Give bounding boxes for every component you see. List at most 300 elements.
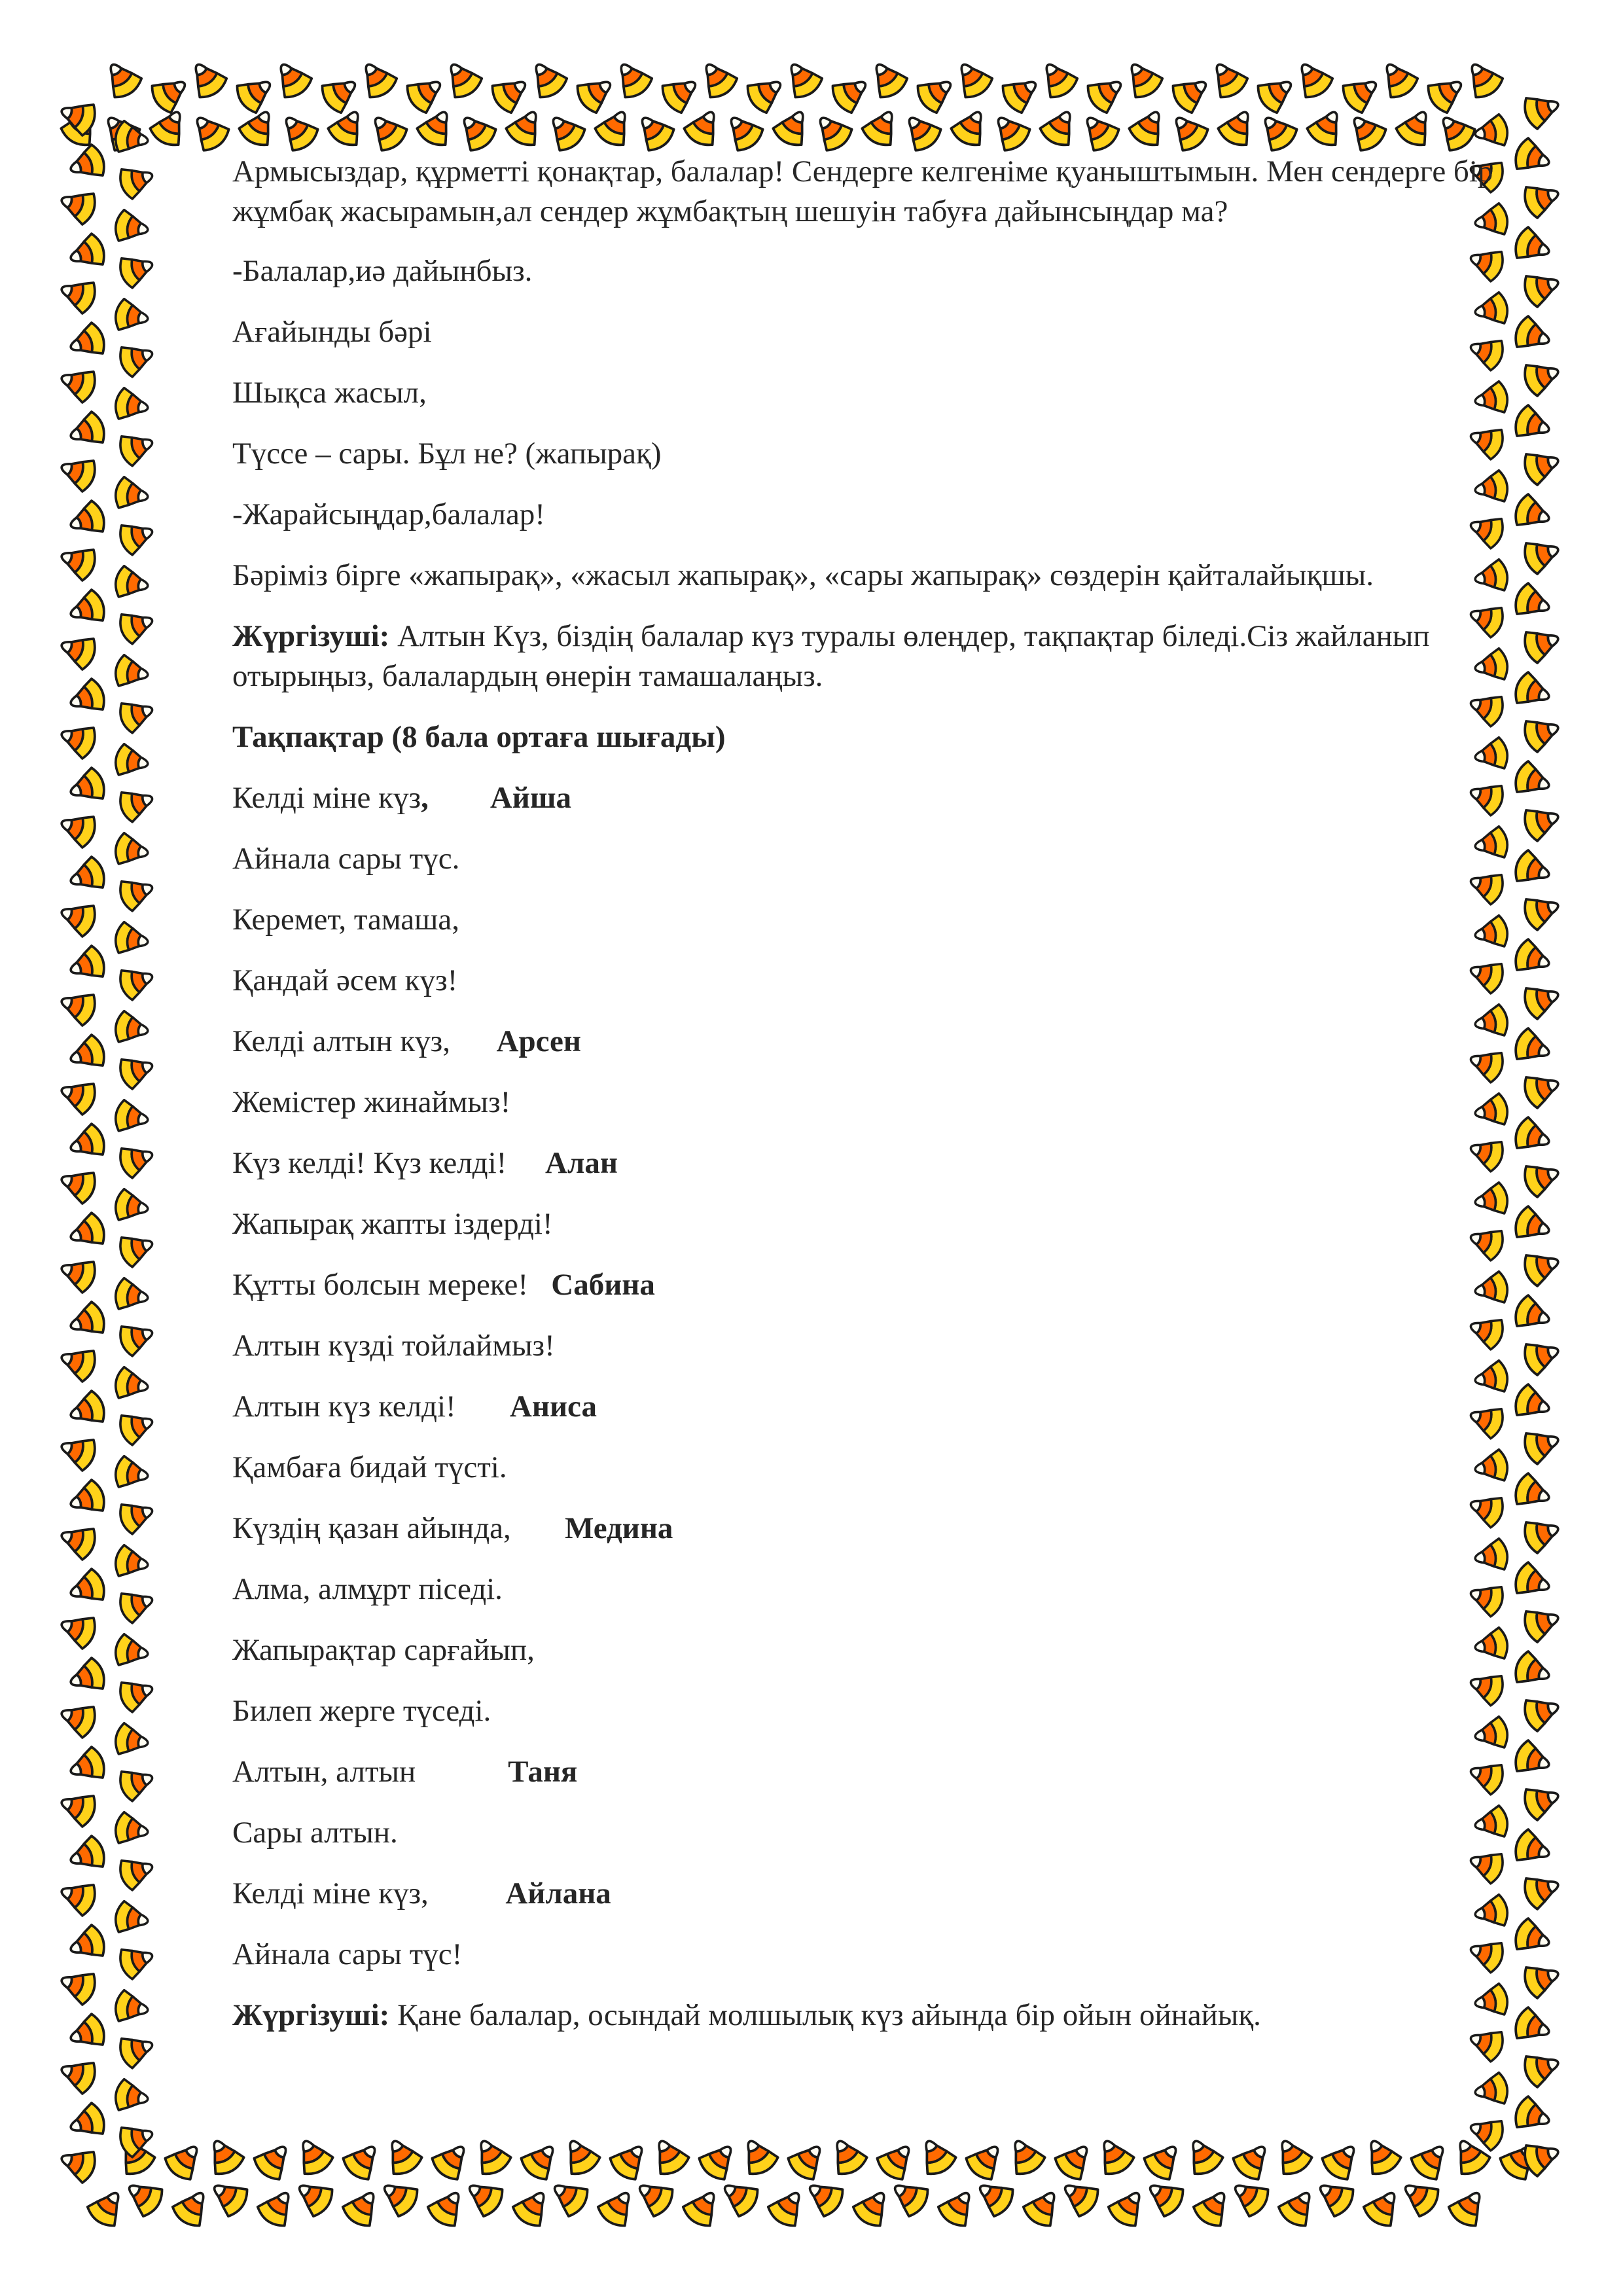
candy-corn-icon (1003, 2133, 1048, 2178)
candy-corn-icon (65, 1745, 108, 1787)
candy-corn-icon (647, 2133, 692, 2178)
candy-corn-icon (65, 855, 108, 897)
candy-corn-icon (269, 56, 315, 102)
candy-corn-icon (1120, 56, 1166, 102)
candy-corn-icon (1512, 1560, 1554, 1603)
candy-corn-icon (439, 56, 485, 102)
riddle-line: Шықса жасыл, (232, 376, 427, 410)
candy-corn-icon (184, 56, 230, 102)
candy-corn-icon (558, 2133, 603, 2178)
poem-text: Жапырақ жапты іздерді! (232, 1207, 553, 1241)
candy-corn-icon (1275, 2184, 1321, 2231)
candy-corn-icon (1076, 108, 1122, 154)
candy-corn-icon (542, 108, 588, 154)
candy-corn-icon (56, 273, 99, 315)
candy-corn-icon (1512, 1827, 1554, 1870)
reciter-name: Айлана (505, 1876, 611, 1910)
candy-corn-icon (116, 1318, 158, 1358)
candy-corn-icon (1290, 56, 1336, 102)
candy-corn-icon (113, 476, 151, 512)
candy-corn-icon (65, 1033, 108, 1075)
reciter-name: Аниса (509, 1390, 597, 1424)
candy-corn-icon (380, 2133, 425, 2178)
candy-corn-icon (113, 1010, 151, 1047)
candy-corn-icon (354, 56, 400, 102)
candy-corn-icon (425, 2184, 471, 2231)
candy-corn-icon (65, 1656, 108, 1698)
candy-corn-icon (1521, 1157, 1563, 1199)
candy-corn-icon (1446, 2184, 1491, 2231)
reciter-name: Арсен (496, 1024, 581, 1058)
poem-line (232, 1448, 1515, 1488)
candy-corn-icon (828, 70, 874, 116)
host-paragraph-1 (232, 617, 1515, 696)
candy-corn-icon (631, 2174, 677, 2219)
poem-line-with-reciter (232, 1509, 1515, 1549)
candy-corn-icon (1226, 2174, 1273, 2219)
candy-corn-icon (291, 2133, 336, 2178)
candy-corn-icon (56, 1341, 99, 1384)
candy-corn-icon (65, 2012, 108, 2054)
candy-corn-icon (113, 209, 151, 245)
candy-corn-icon (1521, 355, 1563, 398)
candy-corn-icon (913, 70, 959, 116)
candy-corn-icon (113, 832, 151, 869)
candy-corn-icon (113, 1277, 151, 1314)
candy-corn-icon (56, 629, 99, 672)
candy-corn-icon (65, 677, 108, 719)
candy-corn-icon (859, 104, 904, 149)
candy-corn-icon (56, 2053, 99, 2096)
candy-corn-icon (113, 1099, 151, 1136)
candy-corn-icon (736, 2133, 781, 2178)
candy-corn-icon (681, 104, 726, 149)
candy-corn-icon (770, 104, 815, 149)
candy-corn-icon (1521, 800, 1563, 843)
candy-corn-icon (56, 1786, 99, 1829)
host-paragraph-2 (232, 1996, 1515, 2036)
spacer (416, 1755, 508, 1789)
candy-corn-icon (785, 2137, 831, 2183)
candy-corn-icon (1512, 492, 1554, 535)
candy-corn-icon (1052, 2137, 1098, 2183)
poem-text: Айнала сары түс! (232, 1937, 463, 1971)
candy-corn-icon (1521, 1869, 1563, 1911)
candy-corn-icon (1512, 581, 1554, 624)
candy-corn-icon (592, 104, 637, 149)
candy-corn-icon (116, 516, 158, 557)
candy-corn-icon (1512, 670, 1554, 713)
praise-line: -Жарайсыңдар,балалар! (232, 497, 545, 531)
candy-corn-icon (898, 108, 944, 154)
candy-corn-icon (1512, 2005, 1554, 2048)
candy-corn-icon (1460, 56, 1506, 102)
candy-corn-icon (340, 2184, 385, 2231)
candy-corn-icon (116, 2030, 158, 2070)
candy-corn-icon (65, 1211, 108, 1253)
candy-corn-icon (1521, 1780, 1563, 1822)
candy-corn-icon (147, 70, 194, 116)
candy-corn-icon (825, 2133, 870, 2178)
candy-corn-icon (1512, 1916, 1554, 1959)
candy-corn-icon (116, 338, 158, 379)
candy-corn-icon (56, 1697, 99, 1740)
candy-corn-icon (205, 2174, 252, 2219)
candy-corn-icon (696, 2137, 742, 2183)
poem-text: Алтын күз келді! (232, 1390, 456, 1424)
candy-corn-icon (779, 56, 825, 102)
candy-corn-icon (1035, 56, 1080, 102)
poem-line (232, 900, 1515, 940)
poem-punctuation: , (421, 781, 429, 815)
candy-corn-icon (291, 2174, 337, 2219)
candy-corn-icon (963, 2137, 1009, 2183)
poem-text: Алтын, алтын (232, 1755, 416, 1789)
candy-corn-icon (546, 2174, 592, 2219)
candy-corn-icon (1512, 1382, 1554, 1425)
reciter-name: Медина (564, 1511, 673, 1545)
candy-corn-icon (1521, 266, 1563, 309)
candy-corn-icon (1521, 2047, 1563, 2089)
candy-corn-icon (56, 1608, 99, 1651)
candy-corn-icon (765, 2184, 811, 2231)
poem-line (232, 839, 1515, 879)
spacer (450, 1024, 497, 1058)
candy-corn-icon (116, 427, 158, 468)
candy-corn-icon (340, 2137, 386, 2183)
candy-corn-icon (116, 1941, 158, 1981)
candy-corn-icon (524, 56, 570, 102)
candy-corn-icon (1521, 889, 1563, 932)
candy-corn-icon (56, 807, 99, 850)
candy-corn-icon (116, 1674, 158, 1714)
candy-corn-icon (116, 160, 158, 201)
candy-corn-icon (113, 387, 151, 423)
candy-corn-icon (1141, 2174, 1188, 2219)
candy-corn-icon (1521, 1246, 1563, 1288)
candy-corn-icon (56, 1074, 99, 1117)
candy-corn-icon (236, 104, 281, 149)
candy-corn-icon (1512, 2094, 1554, 2137)
candy-corn-icon (116, 605, 158, 646)
candy-corn-icon (99, 56, 145, 102)
candy-corn-icon (1521, 1958, 1563, 2000)
candy-corn-icon (65, 1300, 108, 1342)
candy-corn-icon (162, 2137, 208, 2183)
candy-corn-icon (1343, 108, 1389, 154)
reciter-name: Алан (545, 1146, 618, 1180)
host-label: Жүргізуші: (232, 1998, 390, 2032)
poem-text: Жемістер жинаймыз! (232, 1085, 511, 1119)
candy-corn-icon (1512, 136, 1554, 179)
poem-line-with-reciter (232, 1752, 1515, 1792)
candy-corn-icon (1512, 403, 1554, 446)
candy-corn-icon (116, 872, 158, 913)
candy-corn-icon (56, 985, 99, 1028)
host-text: Алтын Күз, біздің балалар күз туралы өлеңдер, тақпақтар біледі.Сіз жайланып отырыңыз, балалардың өнерін тамашалаңыз. (232, 619, 1430, 693)
candy-corn-icon (65, 410, 108, 452)
candy-corn-icon (850, 2184, 896, 2231)
candy-corn-icon (116, 1852, 158, 1892)
candy-corn-icon (116, 2119, 158, 2159)
candy-corn-icon (232, 70, 279, 116)
candy-corn-icon (720, 108, 766, 154)
candy-corn-icon (65, 1389, 108, 1431)
candy-corn-icon (1512, 1738, 1554, 1781)
candy-corn-icon (65, 1567, 108, 1609)
poem-line-with-reciter (232, 1022, 1515, 1062)
candy-corn-icon (56, 1519, 99, 1562)
candy-corn-icon (113, 1366, 151, 1403)
candy-corn-icon (56, 1875, 99, 1918)
candy-corn-icon (518, 2137, 564, 2183)
candy-corn-icon (1168, 70, 1215, 116)
candy-corn-icon (113, 1811, 151, 1848)
candy-corn-icon (987, 108, 1033, 154)
candy-corn-icon (998, 70, 1044, 116)
poem-line-with-reciter (232, 778, 1515, 818)
candy-corn-icon (1105, 2184, 1151, 2231)
candy-corn-icon (65, 1923, 108, 1965)
candy-corn-icon (607, 2137, 653, 2183)
poem-line (232, 1813, 1515, 1853)
candy-corn-icon (1521, 444, 1563, 487)
candy-corn-icon (573, 70, 619, 116)
candy-corn-icon (809, 108, 855, 154)
candy-corn-icon (65, 143, 108, 185)
candy-corn-icon (1432, 108, 1478, 154)
candy-corn-icon (1254, 108, 1300, 154)
poem-lines (232, 778, 1515, 1975)
candy-corn-icon (1512, 1293, 1554, 1336)
candy-corn-icon (65, 766, 108, 808)
poem-text: Алма, алмұрт піседі. (232, 1572, 503, 1606)
candy-corn-icon (116, 249, 158, 290)
candy-corn-icon (113, 565, 151, 601)
host-label: Жүргізуші: (232, 619, 390, 653)
candy-corn-icon (56, 1430, 99, 1473)
candy-corn-icon (1521, 88, 1563, 131)
poem-text: Сары алтын. (232, 1816, 398, 1850)
candy-corn-icon (1512, 1026, 1554, 1069)
candy-corn-icon (658, 70, 704, 116)
candy-corn-icon (113, 743, 151, 780)
candy-corn-icon (56, 451, 99, 493)
candy-corn-icon (1215, 104, 1260, 149)
candy-corn-icon (971, 2174, 1018, 2219)
candy-corn-icon (113, 1188, 151, 1225)
candy-corn-icon (948, 104, 993, 149)
poem-text: Күз келді! Күз келді! (232, 1146, 507, 1180)
poem-line (232, 1326, 1515, 1366)
poem-line-with-reciter (232, 1387, 1515, 1427)
candy-corn-icon (694, 56, 740, 102)
spacer (456, 1390, 510, 1424)
host-text: Қане балалар, осындай молшылық күз айында бір ойын ойнайық. (389, 1998, 1261, 2032)
poem-line (232, 961, 1515, 1001)
poem-line (232, 1083, 1515, 1122)
candy-corn-icon (631, 108, 677, 154)
candy-corn-icon (1375, 56, 1421, 102)
poem-text: Айнала сары түс. (232, 842, 460, 876)
candy-corn-icon (1521, 1424, 1563, 1466)
candy-corn-icon (56, 2142, 99, 2185)
candy-corn-icon (113, 1900, 151, 1937)
spacer (511, 1511, 565, 1545)
candy-corn-icon (56, 184, 99, 226)
candy-corn-icon (510, 2184, 556, 2231)
candy-corn-icon (1253, 70, 1300, 116)
candy-corn-icon (113, 654, 151, 691)
candy-corn-icon (113, 1544, 151, 1581)
candy-corn-icon (716, 2174, 762, 2219)
candy-corn-icon (275, 108, 321, 154)
poem-line (232, 1570, 1515, 1609)
candy-corn-icon (116, 1763, 158, 1803)
candy-corn-icon (1512, 1115, 1554, 1158)
candy-corn-icon (914, 2133, 959, 2178)
candy-corn-icon (56, 896, 99, 939)
candy-corn-icon (317, 70, 364, 116)
candy-corn-icon (65, 321, 108, 363)
candy-corn-icon (1521, 978, 1563, 1021)
candy-corn-icon (65, 499, 108, 541)
candy-corn-icon (116, 1229, 158, 1269)
reciter-name: Сабина (551, 1268, 655, 1302)
children-reply: -Балалар,иә дайынбыз. (232, 254, 533, 288)
candy-corn-icon (1521, 533, 1563, 576)
candy-corn-icon (84, 2184, 130, 2231)
candy-corn-icon (65, 232, 108, 274)
candy-corn-icon (113, 921, 151, 958)
poem-text: Билеп жерге түседі. (232, 1694, 491, 1728)
candy-corn-icon (56, 1163, 99, 1206)
candy-corn-icon (56, 718, 99, 761)
candy-corn-icon (116, 783, 158, 824)
candy-corn-icon (116, 1496, 158, 1536)
candy-corn-icon (169, 2184, 215, 2231)
candy-corn-icon (120, 2174, 167, 2219)
candy-corn-icon (1190, 2184, 1236, 2231)
candy-corn-icon (1512, 1471, 1554, 1514)
poem-line (232, 1935, 1515, 1975)
candy-corn-icon (886, 2174, 933, 2219)
candy-corn-icon (113, 1633, 151, 1670)
candy-corn-icon (1472, 2072, 1510, 2108)
candy-corn-icon (1359, 2133, 1404, 2178)
document-body (232, 152, 1515, 2036)
candy-corn-icon (865, 56, 910, 102)
candy-corn-icon (1423, 70, 1470, 116)
candy-corn-icon (1037, 104, 1082, 149)
poem-line (232, 1691, 1515, 1731)
candy-corn-icon (1521, 1513, 1563, 1555)
poem-text: Қамбаға бидай түсті. (232, 1450, 507, 1484)
candy-corn-icon (469, 2133, 514, 2178)
candy-corn-icon (402, 70, 449, 116)
candy-corn-icon (116, 1050, 158, 1091)
reciter-name: Айша (490, 781, 572, 815)
candy-corn-icon (113, 1455, 151, 1492)
candy-corn-icon (113, 2078, 151, 2115)
reciter-name: Таня (508, 1755, 578, 1789)
candy-corn-icon (609, 56, 655, 102)
candy-corn-icon (325, 104, 370, 149)
candy-corn-icon (935, 2184, 981, 2231)
candy-corn-icon (113, 298, 151, 334)
candy-corn-icon (376, 2174, 422, 2219)
candy-corn-icon (1361, 2184, 1406, 2231)
spacer (507, 1146, 545, 1180)
candy-corn-icon (116, 1585, 158, 1625)
candy-corn-icon (1304, 104, 1349, 149)
poem-line (232, 1204, 1515, 1244)
candy-corn-icon (1165, 108, 1211, 154)
poem-text: Келді алтын күз, (232, 1024, 450, 1058)
candy-corn-icon (1311, 2174, 1358, 2219)
candy-corn-icon (186, 108, 232, 154)
spacer (528, 1268, 551, 1302)
candy-corn-icon (364, 108, 410, 154)
candy-corn-icon (113, 1989, 151, 2026)
candy-corn-icon (1512, 848, 1554, 891)
spacer (429, 781, 490, 815)
candy-corn-icon (1521, 711, 1563, 754)
candy-corn-icon (116, 1407, 158, 1447)
riddle-line: Ағайынды бәрі (232, 315, 432, 349)
candy-corn-icon (1270, 2133, 1315, 2178)
candy-corn-icon (1512, 759, 1554, 802)
candy-corn-icon (65, 1478, 108, 1520)
candy-corn-icon (56, 362, 99, 404)
poem-line-with-reciter (232, 1265, 1515, 1305)
candy-corn-icon (1512, 1649, 1554, 1692)
candy-corn-icon (1205, 56, 1251, 102)
candy-corn-icon (65, 588, 108, 630)
candy-corn-icon (1472, 113, 1510, 150)
poem-text: Қандай әсем күз! (232, 963, 458, 997)
candy-corn-icon (1092, 2133, 1137, 2178)
candy-corn-icon (461, 2174, 507, 2219)
spacer (429, 1876, 506, 1910)
candy-corn-icon (429, 2137, 475, 2183)
candy-corn-icon (56, 1252, 99, 1295)
candy-corn-icon (251, 2137, 297, 2183)
candy-corn-icon (743, 70, 789, 116)
candy-corn-icon (1141, 2137, 1187, 2183)
candy-corn-icon (1020, 2184, 1066, 2231)
candy-corn-icon (801, 2174, 847, 2219)
candy-corn-icon (65, 1834, 108, 1876)
candy-corn-icon (116, 694, 158, 735)
candy-corn-icon (202, 2133, 247, 2178)
candy-corn-icon (1512, 314, 1554, 357)
candy-corn-icon (1512, 225, 1554, 268)
candy-corn-icon (1521, 1691, 1563, 1733)
candy-corn-icon (680, 2184, 726, 2231)
candy-corn-icon (1521, 1602, 1563, 1644)
poem-text: Алтын күзді тойлаймыз! (232, 1329, 555, 1363)
poem-text: Жапырақтар сарғайып, (232, 1633, 535, 1667)
candy-corn-icon (1521, 1067, 1563, 1110)
poem-text: Келді міне күз, (232, 1876, 429, 1910)
poem-text: Келді міне күз (232, 781, 421, 815)
candy-corn-icon (1083, 70, 1130, 116)
candy-corn-icon (1338, 70, 1385, 116)
poem-line (232, 1630, 1515, 1670)
candy-corn-icon (65, 944, 108, 986)
poem-text: Керемет, тамаша, (232, 903, 459, 937)
